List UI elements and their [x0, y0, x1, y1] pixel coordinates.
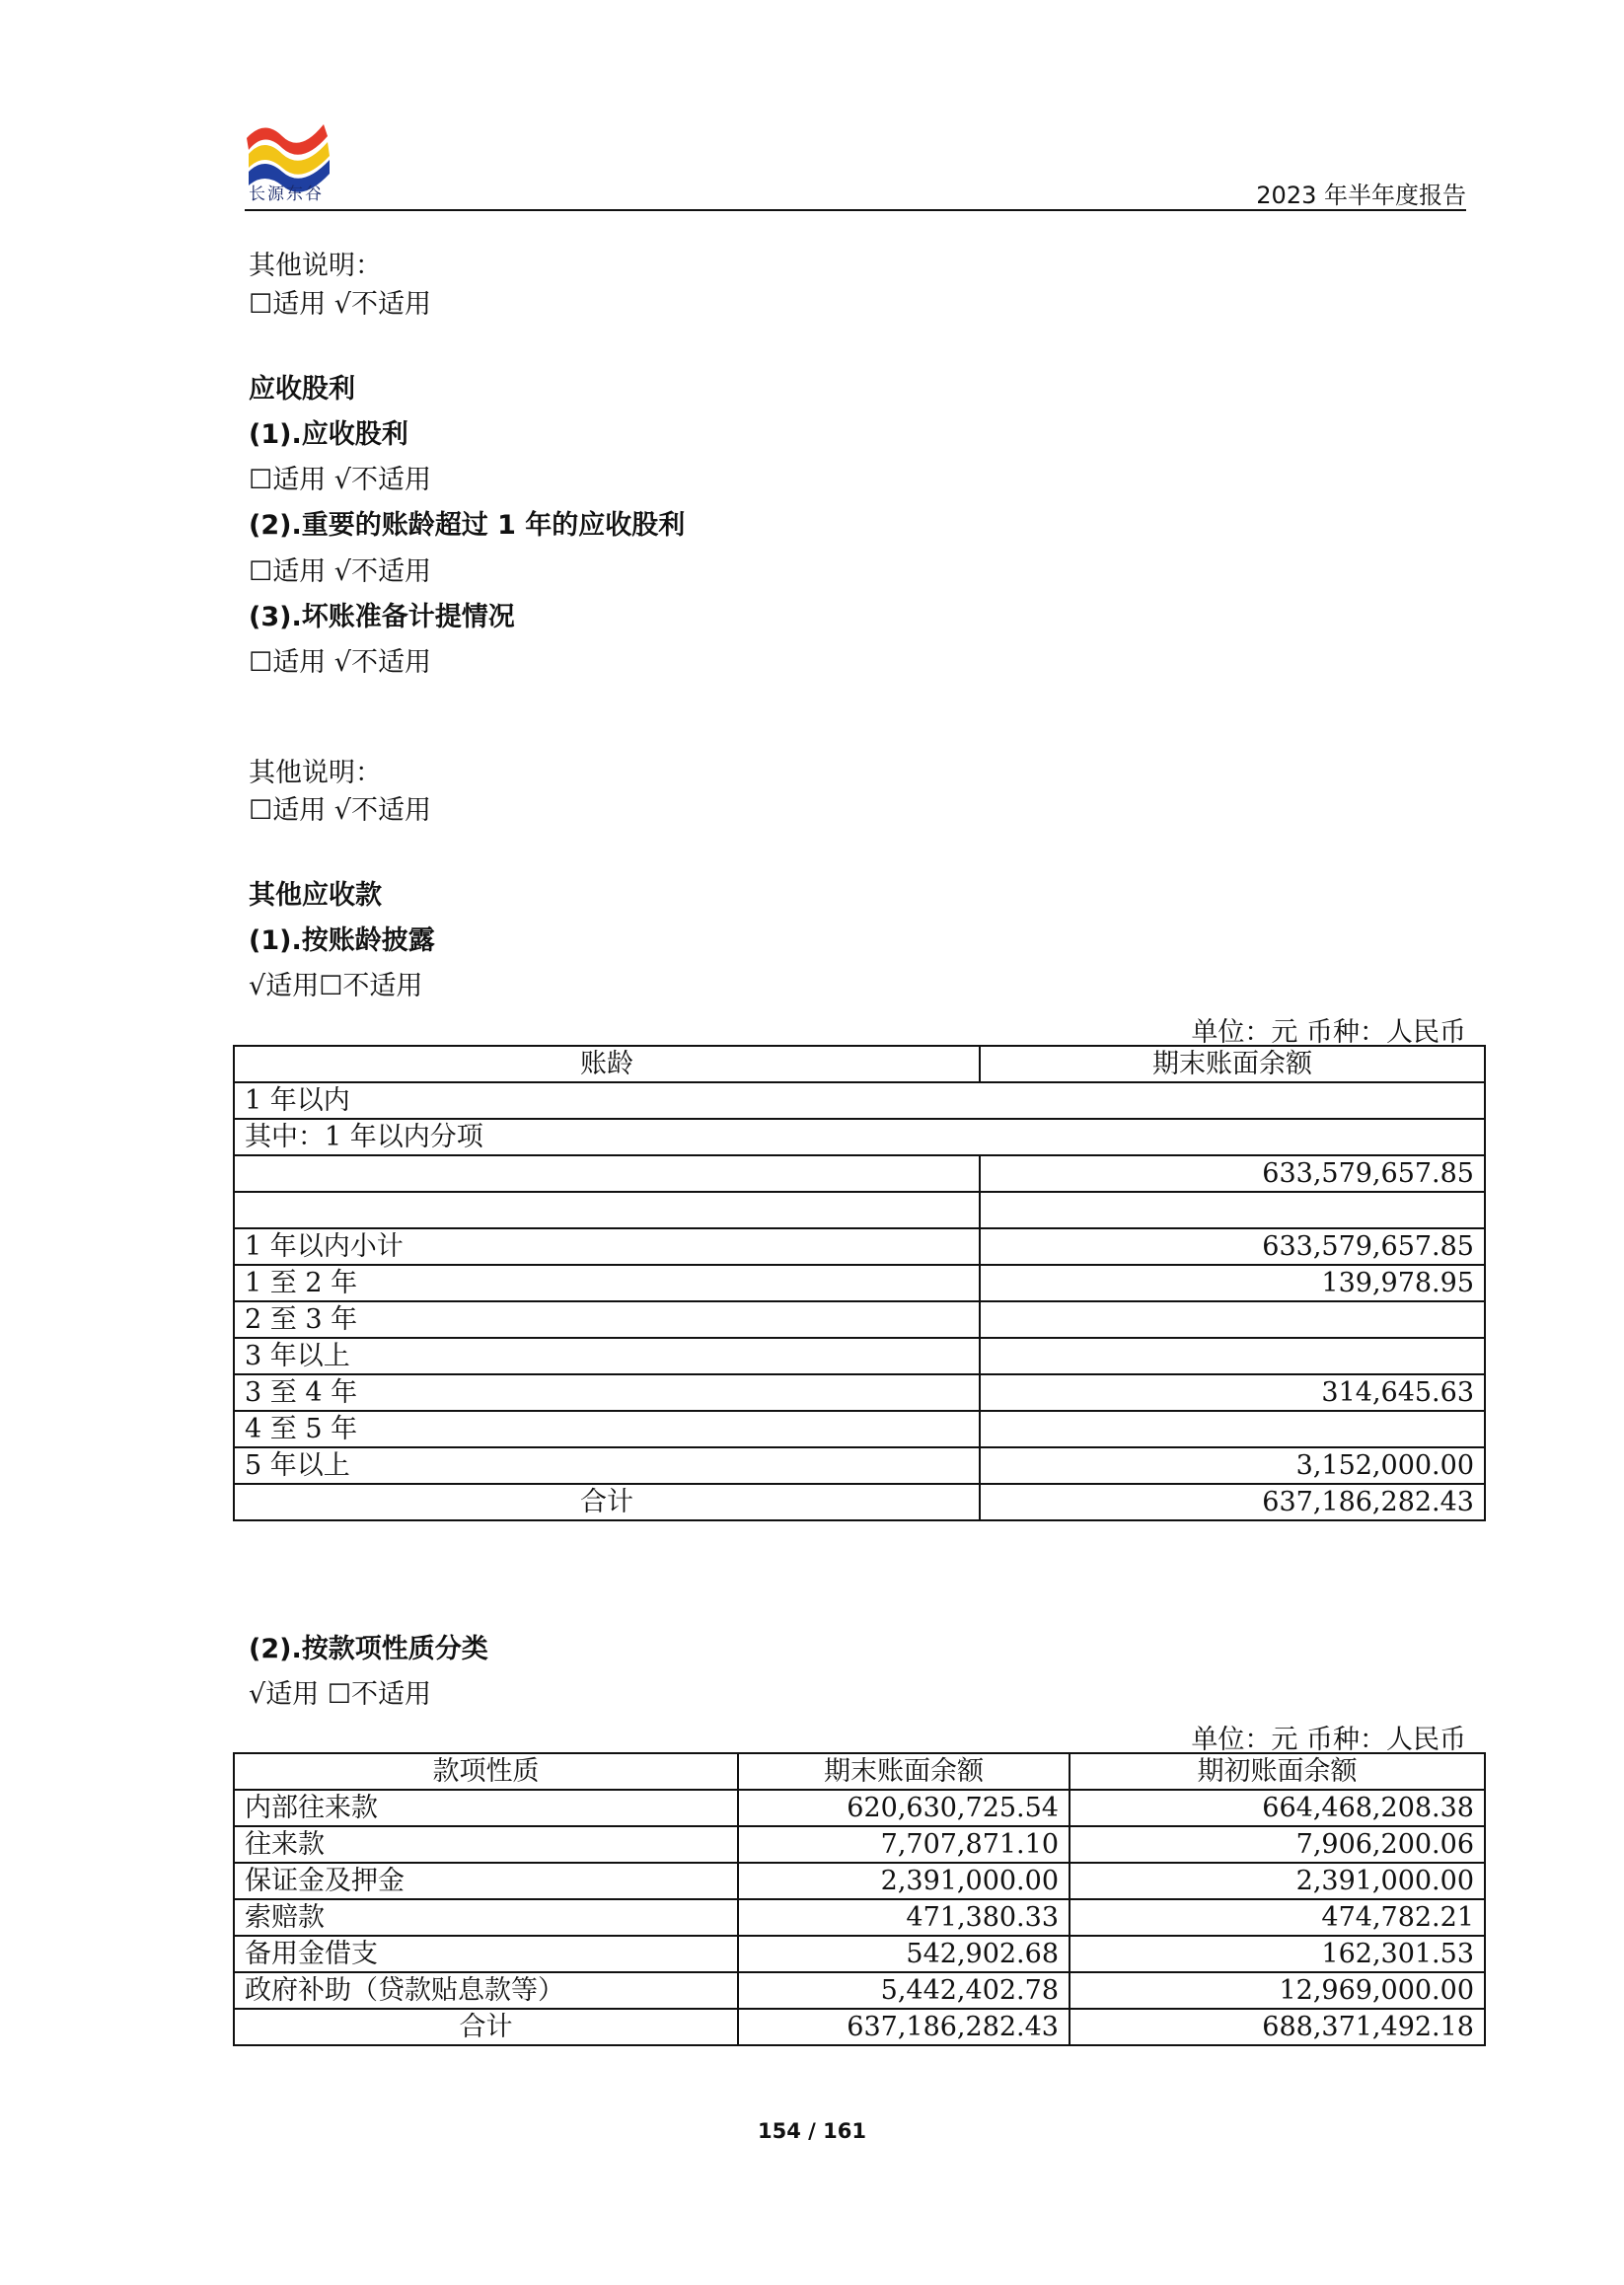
table-row — [234, 1119, 1485, 1155]
cell-value — [980, 1192, 1485, 1228]
applicability-options: ☐适用 √不适用 — [249, 556, 431, 587]
row-label: 其中：1 年以内分项 — [234, 1119, 1485, 1155]
row-label: 1 年以内小计 — [234, 1228, 980, 1265]
table-row — [234, 1863, 1485, 1899]
table-row — [234, 1899, 1485, 1936]
applicability-options: ☐适用 √不适用 — [249, 465, 431, 495]
cell-value: 474,782.21 — [1070, 1899, 1485, 1936]
cell-value: 620,630,725.54 — [738, 1790, 1070, 1826]
report-title: 2023 年半年度报告 — [1256, 182, 1466, 209]
subsection-title: (2).重要的账龄超过 1 年的应收股利 — [249, 510, 686, 541]
row-label: 往来款 — [234, 1826, 738, 1863]
applicability-options: √适用☐不适用 — [249, 971, 423, 1001]
cell-value: 139,978.95 — [980, 1265, 1485, 1301]
logo-text: 长源东谷 — [249, 184, 324, 204]
row-label: 3 年以上 — [234, 1338, 980, 1374]
cell-value: 471,380.33 — [738, 1899, 1070, 1936]
cell-value: 162,301.53 — [1070, 1936, 1485, 1972]
subsection-title: (1).按账龄披露 — [249, 925, 435, 956]
table-row — [234, 1411, 1485, 1447]
row-label: 2 至 3 年 — [234, 1301, 980, 1338]
column-header: 账龄 — [234, 1046, 980, 1082]
column-header: 款项性质 — [234, 1753, 738, 1790]
cell-value — [980, 1338, 1485, 1374]
cell-value: 12,969,000.00 — [1070, 1972, 1485, 2009]
row-label: 索赔款 — [234, 1899, 738, 1936]
total-value: 688,371,492.18 — [1070, 2009, 1485, 2045]
aging-table — [233, 1045, 1486, 1521]
row-label: 备用金借支 — [234, 1936, 738, 1972]
table-row — [234, 1192, 1485, 1228]
total-value: 637,186,282.43 — [738, 2009, 1070, 2045]
nature-table — [233, 1752, 1486, 2046]
row-label — [234, 1155, 980, 1192]
cell-value: 5,442,402.78 — [738, 1972, 1070, 2009]
page-number: 154 / 161 — [758, 2119, 866, 2143]
column-header: 期末账面余额 — [738, 1753, 1070, 1790]
total-value: 637,186,282.43 — [980, 1484, 1485, 1520]
row-label: 3 至 4 年 — [234, 1374, 980, 1411]
column-header: 期初账面余额 — [1070, 1753, 1485, 1790]
row-label: 保证金及押金 — [234, 1863, 738, 1899]
table-row — [234, 1936, 1485, 1972]
total-label: 合计 — [234, 1484, 980, 1520]
cell-value: 633,579,657.85 — [980, 1155, 1485, 1192]
row-label: 1 至 2 年 — [234, 1265, 980, 1301]
applicability-options: ☐适用 √不适用 — [249, 795, 431, 826]
table-row — [234, 1972, 1485, 2009]
section-heading-dividends: 应收股利 — [249, 374, 355, 405]
table-header-row — [234, 1753, 1485, 1790]
table-row — [234, 1447, 1485, 1484]
row-label: 内部往来款 — [234, 1790, 738, 1826]
table-row — [234, 1155, 1485, 1192]
unit-currency-label: 单位：元 币种：人民币 — [1191, 1017, 1466, 1048]
header-divider — [245, 209, 1466, 211]
row-label: 4 至 5 年 — [234, 1411, 980, 1447]
cell-value: 7,707,871.10 — [738, 1826, 1070, 1863]
table-total-row — [234, 2009, 1485, 2045]
table-row — [234, 1338, 1485, 1374]
cell-value: 664,468,208.38 — [1070, 1790, 1485, 1826]
row-label: 5 年以上 — [234, 1447, 980, 1484]
table-total-row — [234, 1484, 1485, 1520]
cell-value: 7,906,200.06 — [1070, 1826, 1485, 1863]
column-header: 期末账面余额 — [980, 1046, 1485, 1082]
cell-value: 542,902.68 — [738, 1936, 1070, 1972]
cell-value: 314,645.63 — [980, 1374, 1485, 1411]
other-note-label: 其他说明： — [249, 758, 382, 788]
unit-currency-label: 单位：元 币种：人民币 — [1191, 1725, 1466, 1755]
table-row — [234, 1826, 1485, 1863]
cell-value: 2,391,000.00 — [738, 1863, 1070, 1899]
row-label: 政府补助（贷款贴息款等） — [234, 1972, 738, 2009]
cell-value — [980, 1301, 1485, 1338]
cell-value — [980, 1411, 1485, 1447]
applicability-options: √适用 ☐不适用 — [249, 1679, 431, 1710]
total-label: 合计 — [234, 2009, 738, 2045]
subsection-title: (1).应收股利 — [249, 419, 408, 450]
table-row — [234, 1082, 1485, 1119]
table-row — [234, 1228, 1485, 1265]
other-note-label: 其他说明： — [249, 251, 382, 281]
subsection-title: (3).坏账准备计提情况 — [249, 602, 515, 632]
table-header-row — [234, 1046, 1485, 1082]
table-row — [234, 1790, 1485, 1826]
cell-value: 2,391,000.00 — [1070, 1863, 1485, 1899]
row-label — [234, 1192, 980, 1228]
subsection-title: (2).按款项性质分类 — [249, 1634, 488, 1664]
table-row — [234, 1301, 1485, 1338]
table-row — [234, 1374, 1485, 1411]
applicability-options: ☐适用 √不适用 — [249, 289, 431, 320]
table-row — [234, 1265, 1485, 1301]
row-label: 1 年以内 — [234, 1082, 1485, 1119]
section-heading-other-receivables: 其他应收款 — [249, 880, 382, 911]
cell-value: 3,152,000.00 — [980, 1447, 1485, 1484]
applicability-options: ☐适用 √不适用 — [249, 647, 431, 678]
cell-value: 633,579,657.85 — [980, 1228, 1485, 1265]
